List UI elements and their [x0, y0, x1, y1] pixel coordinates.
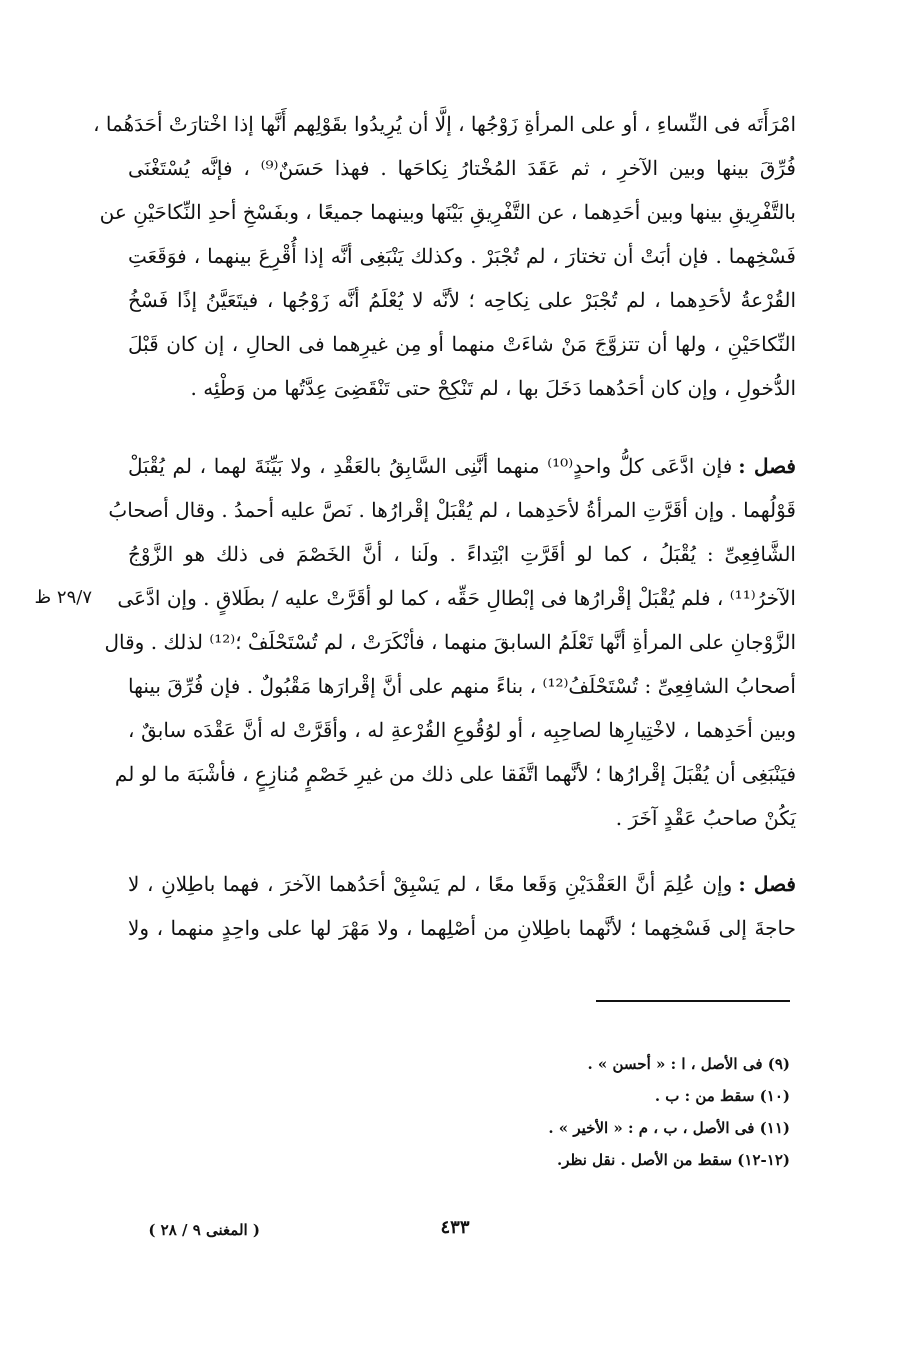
section-heading: فصل : [738, 872, 796, 896]
text-line: وبين أحَدِهما ، لاخْتِيارِها لصاحِبِه ، أو لوُقُوعِ القُرْعةِ له ، وأقَرَّتْ له أنَّ عَقْدَه سابقٌ ، [128, 718, 796, 742]
paragraph-3 [128, 862, 796, 950]
text-line: النِّكاحَيْنِ ، ولها أن تتزوَّجَ مَنْ شاءَتْ منهما أو مِن غيرِهما فى الحالِ ، إن كان قَبْلَ [128, 332, 796, 356]
text-line: يَكُنْ صاحبُ عَقْدٍ آخَرَ . [615, 806, 796, 830]
text-line: الشَّافِعِىِّ : يُقْبَلُ ، كما لو أقَرَّتِ ابْتِداءً . ولَنا ، أنَّ الخَصْمَ فى ذلك هو الزَّوْجُ [128, 542, 796, 566]
margin-folio-reference: ٢٩/٧ ظ [34, 587, 92, 608]
text-line [128, 444, 796, 488]
paragraph-1 [93, 102, 796, 410]
paragraph-2 [104, 444, 796, 840]
text-line: أصحابُ الشافِعِىِّ : تُسْتَحْلَفُ⁽¹²⁾ ، بناءً منهم على أنَّ إقْرارَها مَقْبُولٌ . فإن فُرِّقَ بينها [128, 674, 796, 698]
text-line: فُرِّقَ بينها وبين الآخرِ ، ثم عَقَدَ المُخْتارُ نِكاحَها . فهذا حَسَنٌ⁽⁹⁾ ، فإنَّه يُسْتَغْنَى [128, 156, 796, 180]
text-line [128, 862, 796, 906]
text-line-body: فإن ادَّعَى كلُّ واحدٍ⁽¹⁰⁾ منهما أنَّنِى السَّابِقُ بالعَقْدِ ، ولا بَيِّنَةَ لهما ، لم يُقْبَلْ [128, 454, 733, 478]
text-line: بالتَّفْرِيقِ بينها وبين أحَدِهما ، عن التَّفْرِيقِ بَيْنَها وبينهما جميعًا ، وبفَسْخِ أحدِ النِّكاحَيْنِ عن [99, 200, 796, 224]
page-number: ٤٣٣ [440, 1217, 470, 1238]
running-footer: ( المغنى ٩ / ٢٨ ) [148, 1221, 260, 1239]
text-line: الدُّخولِ ، وإن كان أحَدُهما دَخَلَ بها ، لم تَنْكِحْ حتى تَنْقَضِىَ عِدَّتُها من وَطْئِه . [190, 376, 796, 400]
footnote: (١٢-١٢) سقط من الأصل . نقل نظر. [556, 1151, 790, 1169]
text-line: الزَّوْجانِ على المرأةِ أنَّها تَعْلَمُ السابقَ منهما ، فأنْكَرَتْ ، لم تُسْتَحْلَفْ ؛⁽¹²⁾ لذلك . وقال [104, 630, 796, 654]
text-line-body: وإن عُلِمَ أنَّ العَقْدَيْنِ وَقَعا معًا ، لم يَسْبِقْ أحَدُهما الآخرَ ، فهما باطِلانِ ، لا [128, 872, 733, 896]
footnote: (٩) فى الأصل ، ا : « أحسن » . [587, 1055, 790, 1073]
text-line: القُرْعةُ لأحَدِهما ، لم تُجْبَرْ على نِكاحِه ؛ لأنَّه لا يُعْلَمُ أنَّه زَوْجُها ، فيتَعَيَّنُ إذًا فَسْخُ [128, 288, 796, 312]
footnote-divider [596, 1000, 790, 1002]
text-line: امْرَأَتَه فى النِّساءِ ، أو على المرأةِ زَوْجُها ، إلَّا أن يُرِيدُوا بقَوْلِهم أَنَّها إذا اخْتارَتْ أحَدَهُما ، [93, 112, 796, 136]
text-line: حاجةَ إلى فَسْخِهما ؛ لأنَّهما باطِلانِ من أصْلِهما ، ولا مَهْرَ لها على واحِدٍ منهما ، ولا [128, 916, 796, 940]
text-line: الآخرُ⁽¹¹⁾ ، فلم يُقْبَلْ إقْرارُها فى إبْطالِ حَقِّه ، كما لو أقَرَّتْ عليه / بطَلاقٍ . وإن ادَّعَى [117, 586, 796, 610]
section-heading: فصل : [738, 454, 796, 478]
text-line: فيَنْبَغِى أن يُقْبَلَ إقْرارُها ؛ لأنَّهما اتَّفَقا على ذلك من غيرِ خَصْمٍ مُنازِعٍ ، فأشْبَهَ ما لو لم [114, 762, 796, 786]
footnote: (١١) فى الأصل ، ب ، م : « الأخير » . [548, 1119, 790, 1137]
text-line: فَسْخِهما . فإن أبَتْ أن تختارَ ، لم تُجْبَرْ . وكذلك يَنْبَغِى أنَّه إذا أُقْرِعَ بينهما ، فوَقَعَتِ [128, 244, 796, 268]
footnote: (١٠) سقط من : ب . [654, 1087, 790, 1105]
footnotes [440, 1048, 790, 1176]
text-line: قَوْلُهما . وإن أقَرَّتِ المرأةُ لأحَدِهما ، لم يُقْبَلْ إقْرارُها . نَصَّ عليه أحمدُ . وقال أصحابُ [108, 498, 796, 522]
